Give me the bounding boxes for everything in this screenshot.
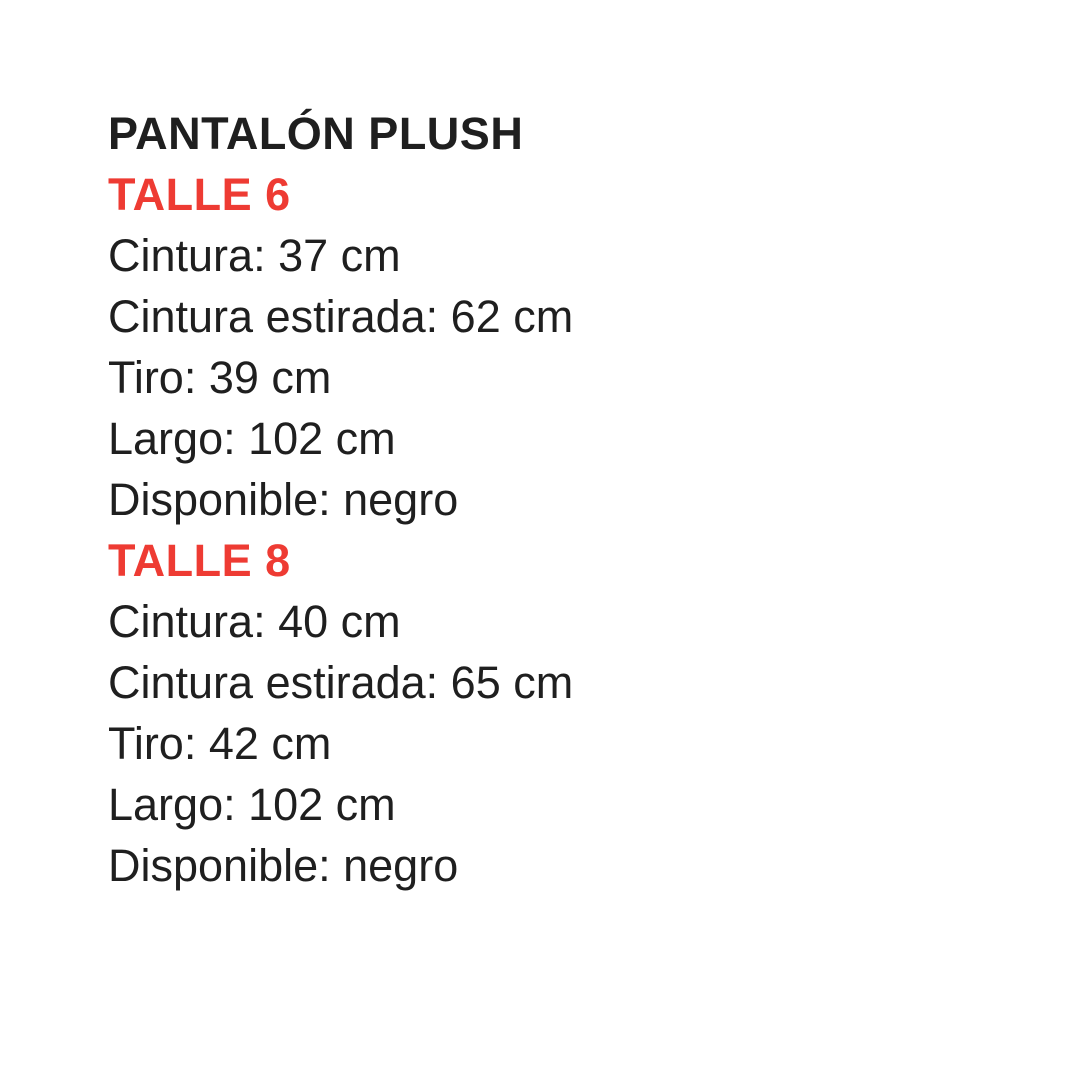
- availability-line: Disponible: negro: [108, 840, 459, 891]
- measurement-largo: Largo: 102 cm: [108, 413, 396, 464]
- size-heading-talle-6: TALLE 6: [108, 169, 291, 220]
- measurement-cintura: Cintura: 40 cm: [108, 596, 401, 647]
- measurement-tiro: Tiro: 42 cm: [108, 718, 332, 769]
- measurement-cintura-estirada: Cintura estirada: 65 cm: [108, 657, 574, 708]
- measurement-cintura-estirada: Cintura estirada: 62 cm: [108, 291, 574, 342]
- availability-line: Disponible: negro: [108, 474, 459, 525]
- size-heading-talle-8: TALLE 8: [108, 535, 291, 586]
- size-section-talle-8: [108, 530, 573, 896]
- measurement-largo: Largo: 102 cm: [108, 779, 396, 830]
- size-guide-content: [108, 103, 573, 896]
- size-section-talle-6: [108, 164, 573, 530]
- measurement-cintura: Cintura: 37 cm: [108, 230, 401, 281]
- measurement-tiro: Tiro: 39 cm: [108, 352, 332, 403]
- product-title: PANTALÓN PLUSH: [108, 108, 524, 159]
